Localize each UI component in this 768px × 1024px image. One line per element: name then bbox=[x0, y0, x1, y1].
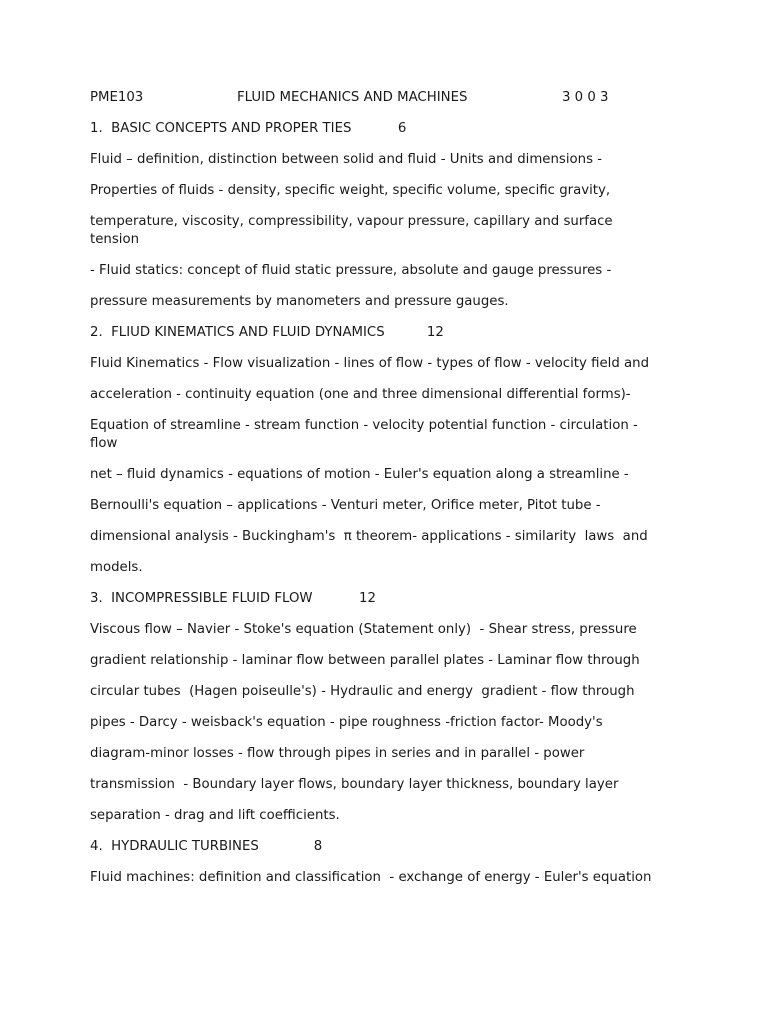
text-line: Equation of streamline - stream function - velocity potential function - circulation - bbox=[90, 418, 638, 433]
section-heading-kinematics: 2. FLIUD KINEMATICS AND FLUID DYNAMICS 12 bbox=[90, 325, 444, 340]
text-line: acceleration - continuity equation (one and three dimensional differential forms)- bbox=[90, 387, 631, 402]
text-line: Fluid – definition, distinction between solid and fluid - Units and dimensions - bbox=[90, 152, 603, 167]
text-line: Fluid Kinematics - Flow visualization - lines of flow - types of flow - velocity field and bbox=[90, 356, 650, 371]
text-line: circular tubes (Hagen poiseulle's) - Hydraulic and energy gradient - flow through bbox=[90, 684, 635, 699]
text-line: tension bbox=[90, 232, 140, 247]
text-line: diagram-minor losses - flow through pipes in series and in parallel - power bbox=[90, 746, 585, 761]
text-line: gradient relationship - laminar flow between parallel plates - Laminar flow through bbox=[90, 653, 640, 668]
text-line: transmission - Boundary layer flows, boundary layer thickness, boundary layer bbox=[90, 777, 619, 792]
text-line: Viscous flow – Navier - Stoke's equation (Statement only) - Shear stress, pressure bbox=[90, 622, 637, 637]
course-title: FLUID MECHANICS AND MACHINES bbox=[237, 90, 468, 105]
text-line: net – fluid dynamics - equations of motion - Euler's equation along a streamline - bbox=[90, 467, 629, 482]
text-line: - Fluid statics: concept of fluid static pressure, absolute and gauge pressures - bbox=[90, 263, 612, 278]
text-line: Bernoulli's equation – applications - Venturi meter, Orifice meter, Pitot tube - bbox=[90, 498, 601, 513]
text-line: models. bbox=[90, 560, 143, 575]
text-line: pressure measurements by manometers and pressure gauges. bbox=[90, 294, 509, 309]
text-line: dimensional analysis - Buckingham's π theorem- applications - similarity laws and bbox=[90, 529, 648, 544]
text-line: flow bbox=[90, 436, 118, 451]
text-line: Properties of fluids - density, specific weight, specific volume, specific gravity, bbox=[90, 183, 611, 198]
section-heading-basic-concepts: 1. BASIC CONCEPTS AND PROPER TIES 6 bbox=[90, 121, 407, 136]
section-heading-hydraulic-turbines: 4. HYDRAULIC TURBINES 8 bbox=[90, 839, 323, 854]
text-line: temperature, viscosity, compressibility, vapour pressure, capillary and surface bbox=[90, 214, 613, 229]
section-heading-incompressible-flow: 3. INCOMPRESSIBLE FLUID FLOW 12 bbox=[90, 591, 376, 606]
course-credits: 3 0 0 3 bbox=[562, 90, 609, 105]
course-code: PME103 bbox=[90, 90, 144, 105]
text-line: Fluid machines: definition and classification - exchange of energy - Euler's equation bbox=[90, 870, 652, 885]
text-line: pipes - Darcy - weisback's equation - pipe roughness -friction factor- Moody's bbox=[90, 715, 603, 730]
text-line: separation - drag and lift coefficients. bbox=[90, 808, 340, 823]
